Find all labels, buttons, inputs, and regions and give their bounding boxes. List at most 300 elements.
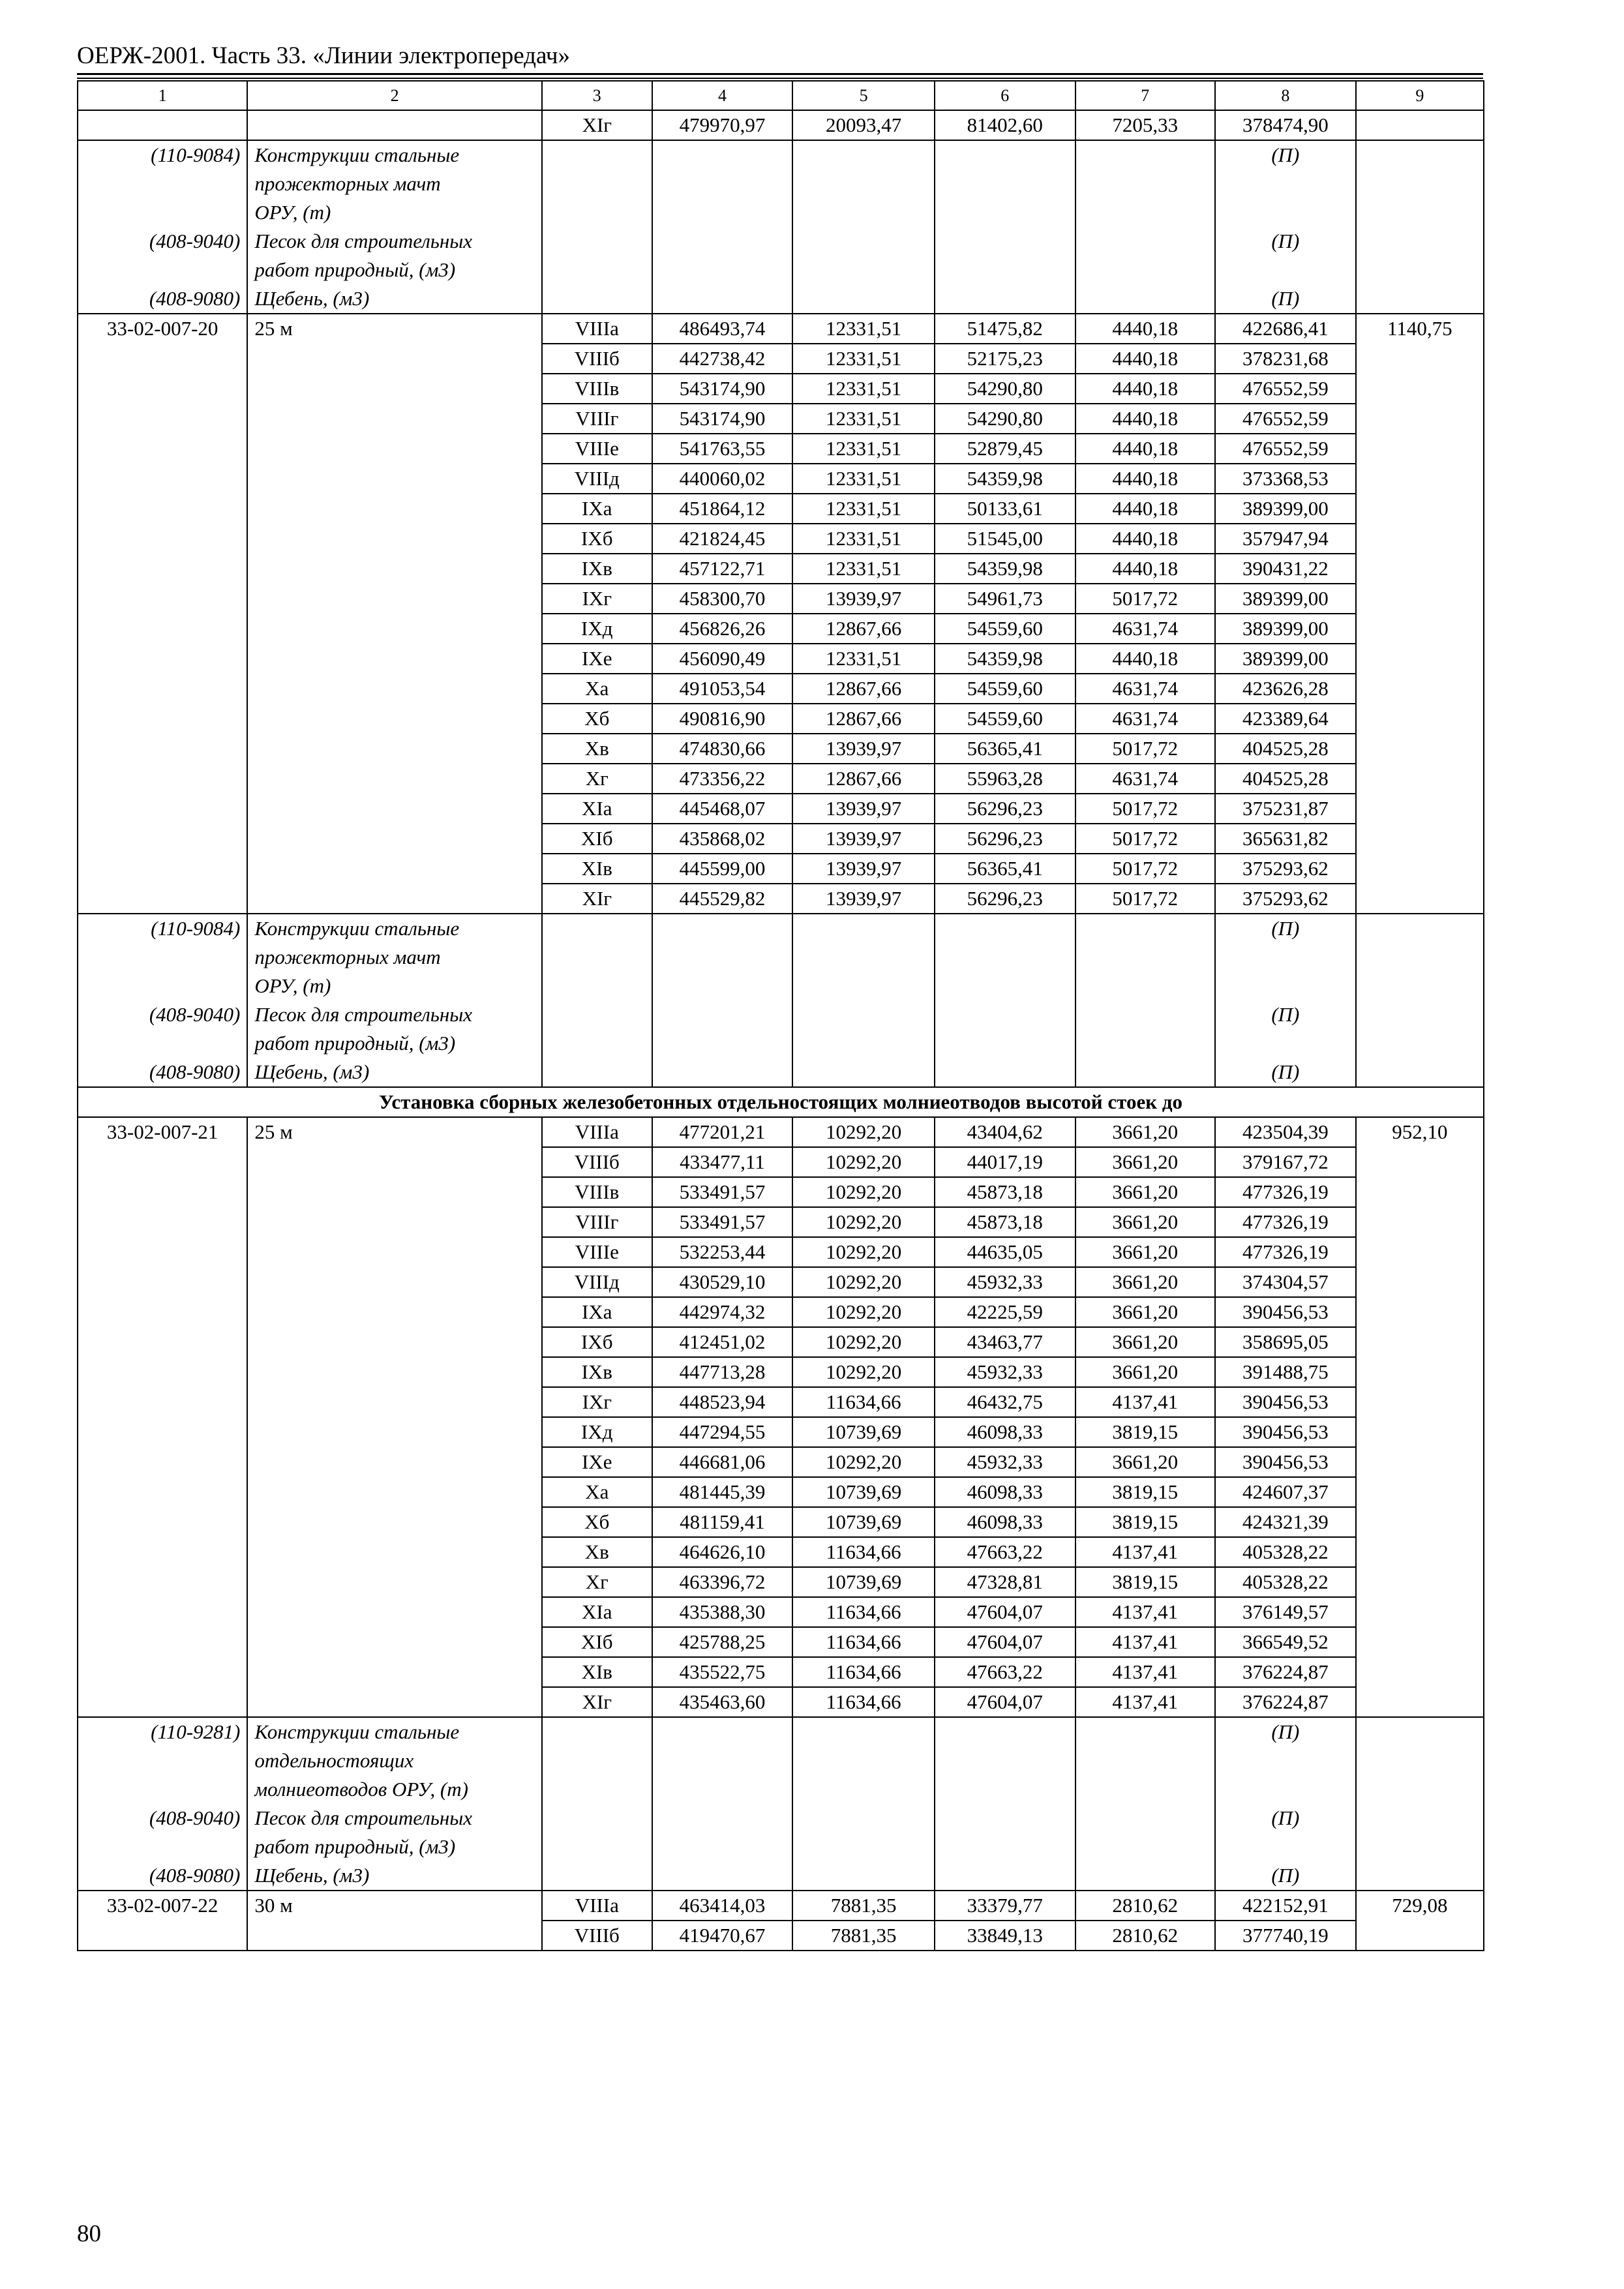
resource-index: (П) [1215,227,1356,284]
empty-cell [792,914,935,1000]
name-cell: 25 м [247,1117,542,1147]
labor-cell [1356,704,1484,734]
code-cell [78,854,247,884]
machines-cell: 44635,05 [935,1237,1075,1267]
table-row [78,824,1484,854]
empty-cell [652,914,793,1000]
empty-cell [1075,140,1216,227]
machines-cell: 56365,41 [935,734,1075,764]
labor-cell [1356,1507,1484,1537]
materials-cell: 357947,94 [1215,524,1356,554]
empty-cell [542,1861,652,1891]
table-row [78,1687,1484,1717]
name-cell [247,1627,542,1657]
code-cell: 33-02-007-21 [78,1117,247,1147]
code-cell [78,374,247,404]
table-row [78,464,1484,494]
materials-cell: 424321,39 [1215,1507,1356,1537]
wages-cell: 12331,51 [792,524,935,554]
labor-cell [1356,374,1484,404]
total-cost-cell: 421824,45 [652,524,793,554]
machines-cell: 33849,13 [935,1921,1075,1951]
resource-name-line: Конструкции стальные [254,143,460,166]
wages-cell: 11634,66 [792,1597,935,1627]
wages-cell: 12331,51 [792,314,935,344]
table-header-row [78,81,1484,110]
total-cost-cell: 477201,21 [652,1117,793,1147]
price-table [77,80,1484,1951]
wages-cell: 10292,20 [792,1297,935,1327]
name-cell [247,374,542,404]
index-cell: Xг [542,1567,652,1597]
empty-cell [652,1804,793,1861]
table-row [78,434,1484,464]
materials-cell: 477326,19 [1215,1177,1356,1207]
labor-cell [1356,1627,1484,1657]
table-row [78,1237,1484,1267]
empty-cell [1075,1861,1216,1891]
name-cell [247,110,542,140]
wages-cell: 11634,66 [792,1687,935,1717]
resource-row [78,1717,1484,1804]
empty-cell [935,140,1075,227]
machines-cell: 33379,77 [935,1891,1075,1921]
empty-cell [1356,284,1484,314]
empty-cell [652,1000,793,1058]
table-row [78,584,1484,614]
empty-cell [935,1804,1075,1861]
column-header: 7 [1075,81,1216,110]
machines-cell: 47604,07 [935,1597,1075,1627]
table-row [78,1447,1484,1477]
table-row [78,854,1484,884]
machines-cell: 55963,28 [935,764,1075,794]
operator-wages-cell: 4440,18 [1075,344,1216,374]
empty-cell [1356,1861,1484,1891]
materials-cell: 374304,57 [1215,1267,1356,1297]
table-row [78,554,1484,584]
resource-row [78,140,1484,227]
table-row [78,614,1484,644]
machines-cell: 46098,33 [935,1477,1075,1507]
name-cell [247,1267,542,1297]
materials-cell: 375231,87 [1215,794,1356,824]
materials-cell: 389399,00 [1215,494,1356,524]
empty-cell [792,1058,935,1087]
total-cost-cell: 447294,55 [652,1417,793,1447]
empty-cell [652,140,793,227]
operator-wages-cell: 4440,18 [1075,494,1216,524]
total-cost-cell: 435522,75 [652,1657,793,1687]
table-row [78,404,1484,434]
total-cost-cell: 458300,70 [652,584,793,614]
resource-name-line: Конструкции стальные [254,1720,460,1743]
operator-wages-cell: 3661,20 [1075,1327,1216,1357]
machines-cell: 52879,45 [935,434,1075,464]
resource-code: (408-9040) [78,1804,247,1861]
resource-name-line: прожекторных мачт [254,172,441,195]
name-cell [247,464,542,494]
labor-cell [1356,734,1484,764]
materials-cell: 376224,87 [1215,1687,1356,1717]
materials-cell: 390456,53 [1215,1417,1356,1447]
operator-wages-cell: 4440,18 [1075,464,1216,494]
code-cell [78,1177,247,1207]
index-cell: VIIIб [542,344,652,374]
labor-cell [1356,1327,1484,1357]
table-row [78,1891,1484,1921]
wages-cell: 12331,51 [792,344,935,374]
name-cell [247,434,542,464]
resource-name-line: работ природный, (м3) [254,1835,456,1858]
total-cost-cell: 445529,82 [652,884,793,914]
machines-cell: 54359,98 [935,554,1075,584]
table-row [78,1597,1484,1627]
wages-cell: 10292,20 [792,1327,935,1357]
machines-cell: 46432,75 [935,1387,1075,1417]
code-cell [78,344,247,374]
labor-cell [1356,584,1484,614]
empty-cell [1075,284,1216,314]
code-cell [78,644,247,674]
index-cell: IXв [542,554,652,584]
operator-wages-cell: 5017,72 [1075,824,1216,854]
wages-cell: 12331,51 [792,434,935,464]
empty-cell [935,1861,1075,1891]
machines-cell: 47663,22 [935,1657,1075,1687]
index-cell: XIг [542,1687,652,1717]
total-cost-cell: 435388,30 [652,1597,793,1627]
empty-cell [935,227,1075,284]
index-cell: Xб [542,704,652,734]
materials-cell: 390456,53 [1215,1447,1356,1477]
materials-cell: 476552,59 [1215,404,1356,434]
operator-wages-cell: 4631,74 [1075,704,1216,734]
empty-cell [542,1058,652,1087]
labor-cell [1356,404,1484,434]
operator-wages-cell: 5017,72 [1075,884,1216,914]
resource-name-line: работ природный, (м3) [254,1032,456,1055]
operator-wages-cell: 5017,72 [1075,794,1216,824]
wages-cell: 12331,51 [792,404,935,434]
labor-cell [1356,1447,1484,1477]
operator-wages-cell: 4631,74 [1075,764,1216,794]
total-cost-cell: 435463,60 [652,1687,793,1717]
column-header: 1 [78,81,247,110]
empty-cell [792,1000,935,1058]
resource-code: (408-9040) [78,1000,247,1058]
materials-cell: 375293,62 [1215,854,1356,884]
labor-cell [1356,1237,1484,1267]
name-cell [247,554,542,584]
name-cell [247,1537,542,1567]
empty-cell [1075,1717,1216,1804]
name-cell [247,1921,542,1951]
materials-cell: 376149,57 [1215,1597,1356,1627]
labor-cell: 1140,75 [1356,314,1484,344]
index-cell: VIIIе [542,1237,652,1267]
code-cell [78,1207,247,1237]
code-cell [78,614,247,644]
total-cost-cell: 532253,44 [652,1237,793,1267]
code-cell: 33-02-007-20 [78,314,247,344]
materials-cell: 476552,59 [1215,434,1356,464]
resource-row [78,227,1484,284]
code-cell [78,404,247,434]
wages-cell: 13939,97 [792,734,935,764]
index-cell: Xг [542,764,652,794]
wages-cell: 10292,20 [792,1117,935,1147]
resource-index: (П) [1215,140,1356,227]
wages-cell: 11634,66 [792,1657,935,1687]
code-cell [78,1657,247,1687]
operator-wages-cell: 4631,74 [1075,614,1216,644]
name-cell [247,614,542,644]
code-cell [78,824,247,854]
operator-wages-cell: 3819,15 [1075,1507,1216,1537]
total-cost-cell: 463396,72 [652,1567,793,1597]
empty-cell [542,914,652,1000]
labor-cell [1356,854,1484,884]
empty-cell [1356,1000,1484,1058]
labor-cell [1356,1267,1484,1297]
operator-wages-cell: 4137,41 [1075,1627,1216,1657]
operator-wages-cell: 3661,20 [1075,1147,1216,1177]
resource-index: (П) [1215,914,1356,1000]
column-header: 6 [935,81,1075,110]
total-cost-cell: 435868,02 [652,824,793,854]
table-row [78,110,1484,140]
empty-cell [652,284,793,314]
name-cell [247,854,542,884]
total-cost-cell: 442738,42 [652,344,793,374]
materials-cell: 375293,62 [1215,884,1356,914]
wages-cell: 20093,47 [792,110,935,140]
labor-cell [1356,1477,1484,1507]
index-cell: VIIIв [542,374,652,404]
name-cell [247,344,542,374]
index-cell: VIIIб [542,1921,652,1951]
materials-cell: 423626,28 [1215,674,1356,704]
machines-cell: 50133,61 [935,494,1075,524]
name-cell [247,1447,542,1477]
resource-code: (408-9080) [78,1058,247,1087]
table-row [78,1567,1484,1597]
machines-cell: 56296,23 [935,824,1075,854]
name-cell [247,764,542,794]
empty-cell [652,227,793,284]
resource-name-line: Щебень, (м3) [254,287,370,310]
name-cell [247,1147,542,1177]
wages-cell: 10739,69 [792,1567,935,1597]
table-row [78,524,1484,554]
labor-cell [1356,884,1484,914]
name-cell [247,1207,542,1237]
materials-cell: 365631,82 [1215,824,1356,854]
labor-cell [1356,464,1484,494]
materials-cell: 424607,37 [1215,1477,1356,1507]
empty-cell [542,140,652,227]
total-cost-cell: 419470,67 [652,1921,793,1951]
materials-cell: 378231,68 [1215,344,1356,374]
operator-wages-cell: 5017,72 [1075,854,1216,884]
labor-cell [1356,764,1484,794]
table-row [78,1627,1484,1657]
resource-code: (110-9281) [78,1717,247,1804]
name-cell [247,1297,542,1327]
table-row [78,1417,1484,1447]
labor-cell [1356,110,1484,140]
machines-cell: 47604,07 [935,1687,1075,1717]
index-cell: Xа [542,674,652,704]
total-cost-cell: 533491,57 [652,1207,793,1237]
operator-wages-cell: 4440,18 [1075,314,1216,344]
materials-cell: 476552,59 [1215,374,1356,404]
table-row [78,1327,1484,1357]
index-cell: VIIIд [542,464,652,494]
index-cell: VIIIб [542,1147,652,1177]
resource-name-line: Конструкции стальные [254,917,460,940]
resource-name [247,1804,542,1861]
resource-row [78,1058,1484,1087]
machines-cell: 45932,33 [935,1267,1075,1297]
machines-cell: 54559,60 [935,614,1075,644]
table-row [78,1357,1484,1387]
labor-cell [1356,1687,1484,1717]
operator-wages-cell: 2810,62 [1075,1921,1216,1951]
machines-cell: 54559,60 [935,704,1075,734]
machines-cell: 43404,62 [935,1117,1075,1147]
total-cost-cell: 445468,07 [652,794,793,824]
empty-cell [792,140,935,227]
labor-cell [1356,434,1484,464]
operator-wages-cell: 5017,72 [1075,734,1216,764]
labor-cell [1356,1537,1484,1567]
labor-cell [1356,1387,1484,1417]
empty-cell [1075,914,1216,1000]
labor-cell [1356,1297,1484,1327]
table-row [78,494,1484,524]
materials-cell: 366549,52 [1215,1627,1356,1657]
materials-cell: 376224,87 [1215,1657,1356,1687]
wages-cell: 12867,66 [792,614,935,644]
table-row [78,1477,1484,1507]
table-row [78,1177,1484,1207]
code-cell: 33-02-007-22 [78,1891,247,1921]
empty-cell [1075,1058,1216,1087]
name-cell [247,1477,542,1507]
name-cell: 30 м [247,1891,542,1921]
machines-cell: 56365,41 [935,854,1075,884]
wages-cell: 10739,69 [792,1417,935,1447]
resource-name [247,914,542,1000]
operator-wages-cell: 4137,41 [1075,1597,1216,1627]
table-row [78,1117,1484,1147]
empty-cell [1356,140,1484,227]
index-cell: Xа [542,1477,652,1507]
name-cell [247,524,542,554]
machines-cell: 54290,80 [935,404,1075,434]
total-cost-cell: 473356,22 [652,764,793,794]
index-cell: Xв [542,734,652,764]
table-row [78,1387,1484,1417]
total-cost-cell: 481445,39 [652,1477,793,1507]
table-row [78,1267,1484,1297]
resource-name [247,1861,542,1891]
index-cell: IXг [542,584,652,614]
empty-cell [542,1804,652,1861]
materials-cell: 405328,22 [1215,1567,1356,1597]
operator-wages-cell: 4440,18 [1075,434,1216,464]
code-cell [78,1327,247,1357]
code-cell [78,1537,247,1567]
resource-index: (П) [1215,1804,1356,1861]
wages-cell: 10739,69 [792,1477,935,1507]
operator-wages-cell: 3819,15 [1075,1477,1216,1507]
labor-cell [1356,674,1484,704]
empty-cell [1075,1000,1216,1058]
empty-cell [652,1058,793,1087]
resource-index: (П) [1215,1000,1356,1058]
index-cell: XIг [542,110,652,140]
empty-cell [1356,1717,1484,1804]
name-cell [247,884,542,914]
total-cost-cell: 442974,32 [652,1297,793,1327]
operator-wages-cell: 3661,20 [1075,1177,1216,1207]
total-cost-cell: 491053,54 [652,674,793,704]
resource-code: (408-9040) [78,227,247,284]
materials-cell: 405328,22 [1215,1537,1356,1567]
operator-wages-cell: 2810,62 [1075,1891,1216,1921]
name-cell [247,1507,542,1537]
code-cell [78,674,247,704]
empty-cell [792,1804,935,1861]
resource-name-line: Песок для строительных [254,230,472,252]
wages-cell: 12331,51 [792,644,935,674]
total-cost-cell: 481159,41 [652,1507,793,1537]
resource-name-line: отдельностоящих [254,1749,414,1772]
machines-cell: 54290,80 [935,374,1075,404]
name-cell [247,1657,542,1687]
total-cost-cell: 541763,55 [652,434,793,464]
resource-name-line: ОРУ, (т) [254,974,331,997]
name-cell [247,1687,542,1717]
resource-row [78,1861,1484,1891]
resource-name-line: Щебень, (м3) [254,1060,370,1083]
operator-wages-cell: 4137,41 [1075,1657,1216,1687]
wages-cell: 10292,20 [792,1147,935,1177]
operator-wages-cell: 4440,18 [1075,644,1216,674]
machines-cell: 46098,33 [935,1417,1075,1447]
machines-cell: 54961,73 [935,584,1075,614]
machines-cell: 44017,19 [935,1147,1075,1177]
table-row [78,1921,1484,1951]
table-row [78,1507,1484,1537]
empty-cell [652,1717,793,1804]
index-cell: IXб [542,524,652,554]
machines-cell: 43463,77 [935,1327,1075,1357]
resource-name-line: ОРУ, (т) [254,201,331,224]
index-cell: IXе [542,644,652,674]
labor-cell [1356,1417,1484,1447]
labor-cell [1356,794,1484,824]
operator-wages-cell: 4440,18 [1075,524,1216,554]
wages-cell: 12331,51 [792,464,935,494]
resource-name-line: Щебень, (м3) [254,1864,370,1887]
name-cell [247,404,542,434]
total-cost-cell: 446681,06 [652,1447,793,1477]
name-cell [247,1567,542,1597]
